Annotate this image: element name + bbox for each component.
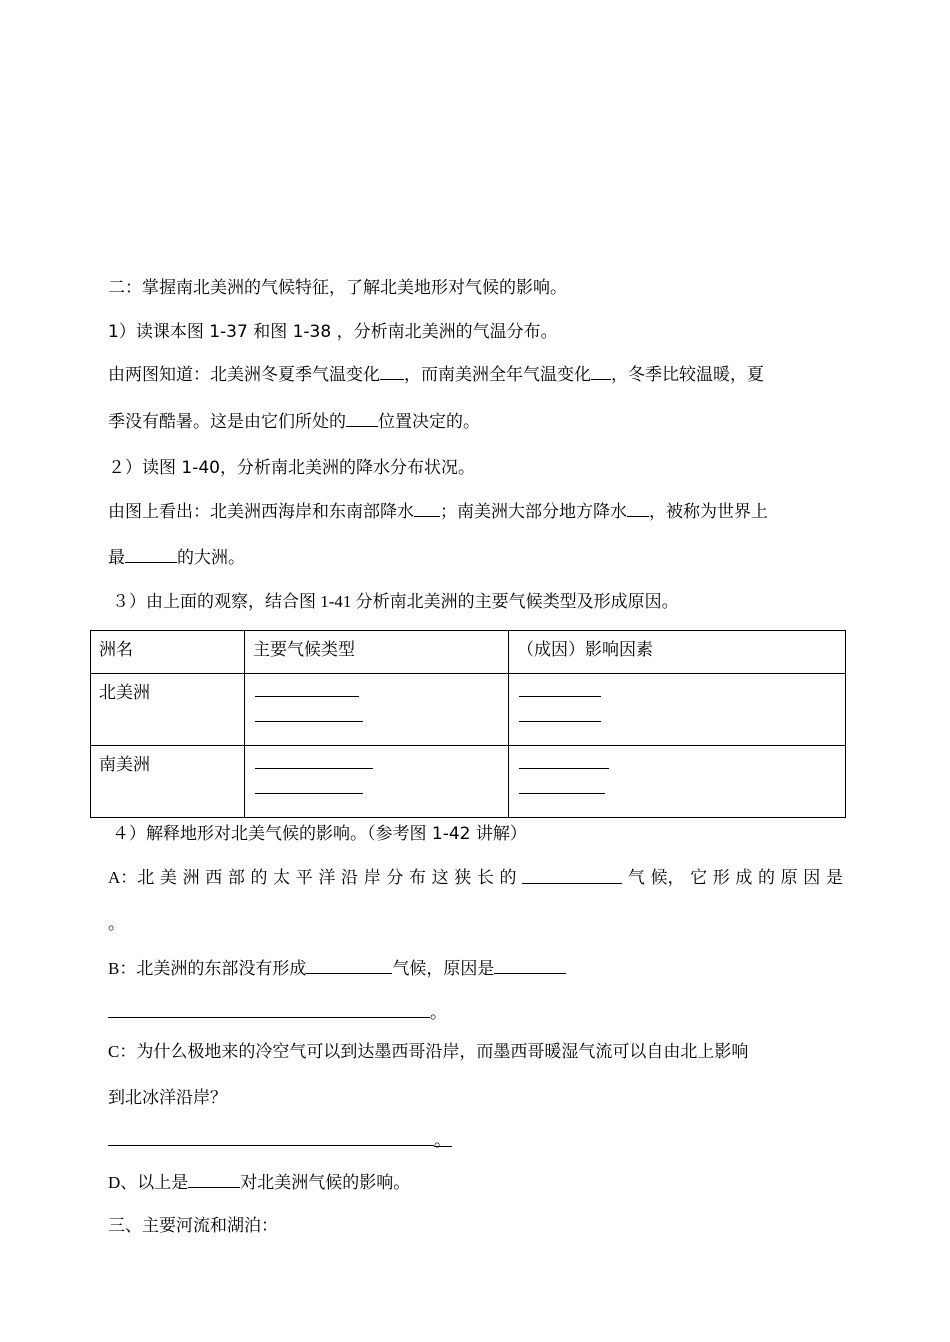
question-1-title: 1）读课本图 1-37 和图 1-38 ，分析南北美洲的气温分布。 — [108, 322, 558, 342]
header-continent: 洲名 — [99, 640, 133, 660]
table-row — [91, 674, 846, 746]
question-4-title: ４）解释地形对北美气候的影响。（参考图 1-42 讲解） — [112, 824, 527, 844]
question-2-line-1: 由图上看出：北美洲西海岸和东南部降水 ；南美洲大部分地方降水 ，被称为世界上 — [108, 499, 768, 524]
blank-answer[interactable] — [627, 499, 649, 517]
question-4c-answer: 。 — [108, 1128, 452, 1153]
blank-answer[interactable] — [591, 362, 611, 380]
blank-answer[interactable] — [255, 793, 363, 794]
blank-answer[interactable] — [494, 956, 566, 974]
blank-answer[interactable] — [522, 866, 622, 884]
question-2-line-2: 最 的大洲。 — [108, 545, 245, 570]
blank-answer[interactable] — [188, 1170, 240, 1188]
row-south-america: 南美洲 — [99, 755, 150, 775]
question-4a-end: 。 — [108, 914, 125, 933]
blank-answer[interactable] — [414, 499, 440, 517]
question-4b-line: B：北美洲的东部没有形成 气候，原因是 — [108, 956, 566, 981]
section-2-heading: 二：掌握南北美洲的气候特征，了解北美地形对气候的影响。 — [108, 278, 567, 298]
blank-answer[interactable] — [255, 721, 363, 722]
question-2-title: ２）读图 1-40，分析南北美洲的降水分布状况。 — [108, 458, 475, 478]
question-4c-line-2: 到北冰洋沿岸？ — [108, 1088, 227, 1107]
table-row — [91, 746, 846, 818]
blank-answer[interactable] — [346, 409, 378, 427]
blank-answer[interactable] — [108, 1128, 434, 1146]
header-factors: （成因）影响因素 — [517, 640, 653, 659]
blank-answer[interactable] — [380, 362, 404, 380]
blank-answer[interactable] — [108, 1000, 430, 1018]
question-4a-line: A：北 美 洲 西 部 的 太 平 洋 沿 岸 分 布 这 狭 长 的 气 候， 它 形 成 的 原 因 是 — [108, 868, 843, 887]
blank-answer[interactable] — [519, 721, 601, 722]
climate-table — [90, 630, 846, 818]
table-header-row — [91, 631, 846, 674]
question-1-line-1: 由两图知道：北美洲冬夏季气温变化 ，而南美洲全年气温变化 ，冬季比较温暖，夏 — [108, 362, 764, 387]
blank-answer[interactable] — [306, 956, 392, 974]
question-4b-continuation: 。 — [108, 1000, 447, 1025]
blank-answer[interactable] — [519, 793, 605, 794]
row-north-america: 北美洲 — [99, 683, 150, 703]
question-4c-line-1: C：为什么极地来的冷空气可以到达墨西哥沿岸，而墨西哥暖湿气流可以自由北上影响 — [108, 1042, 749, 1061]
blank-answer[interactable] — [125, 545, 177, 563]
section-3-heading: 三、主要河流和湖泊： — [108, 1216, 278, 1235]
question-3-title: ３）由上面的观察，结合图 1-41 分析南北美洲的主要气候类型及形成原因。 — [112, 592, 679, 611]
question-1-line-2: 季没有酷暑。这是由它们所处的 位置决定的。 — [108, 409, 480, 434]
header-climate-type: 主要气候类型 — [253, 640, 355, 660]
question-4d-line: D、以上是 对北美洲气候的影响。 — [108, 1170, 410, 1195]
